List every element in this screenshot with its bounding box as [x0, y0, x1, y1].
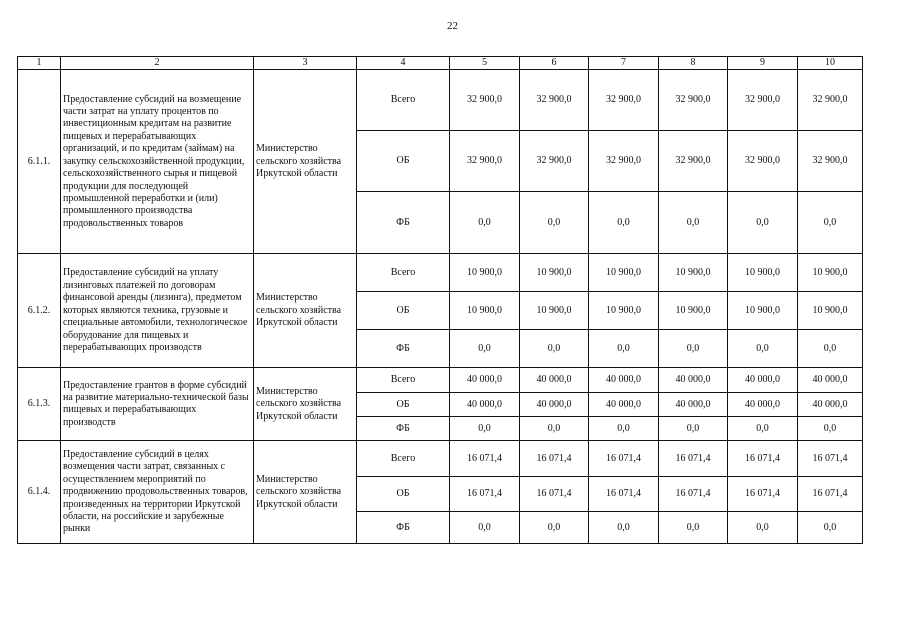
amount-cell: 32 900,0 [450, 70, 520, 131]
header-row [18, 57, 863, 70]
amount-cell: 0,0 [589, 417, 659, 441]
amount-cell: 16 071,4 [728, 441, 798, 477]
amount-cell: 0,0 [798, 417, 863, 441]
measure-name: Предоставление грантов в форме субсидий на развитие материально-технической базы пищевых и перерабатывающих производств [61, 368, 254, 441]
amount-cell: 10 900,0 [589, 292, 659, 330]
page-number: 22 [447, 20, 458, 32]
funding-source: ОБ [357, 292, 450, 330]
amount-cell: 10 900,0 [520, 292, 589, 330]
amount-cell: 32 900,0 [450, 131, 520, 192]
amount-cell: 10 900,0 [450, 292, 520, 330]
amount-cell: 16 071,4 [798, 477, 863, 512]
column-header: 6 [520, 57, 589, 70]
amount-cell: 40 000,0 [450, 393, 520, 417]
column-header: 10 [798, 57, 863, 70]
amount-cell: 32 900,0 [520, 70, 589, 131]
amount-cell: 40 000,0 [728, 393, 798, 417]
budget-table [17, 56, 863, 544]
amount-cell: 0,0 [589, 512, 659, 544]
column-header: 7 [589, 57, 659, 70]
amount-cell: 16 071,4 [520, 477, 589, 512]
amount-cell: 10 900,0 [798, 292, 863, 330]
amount-cell: 40 000,0 [589, 368, 659, 393]
amount-cell: 0,0 [728, 330, 798, 368]
funding-source: ФБ [357, 192, 450, 254]
executor: Министерство сельского хозяйства Иркутской области [254, 254, 357, 368]
funding-source: ФБ [357, 330, 450, 368]
measure-name: Предоставление субсидий в целях возмещения части затрат, связанных с осуществлением мероприятий по продвижению продовольственных товаров, произведенных на территории Иркутской области, на российские и зарубежные рынки [61, 441, 254, 544]
amount-cell: 16 071,4 [659, 477, 728, 512]
column-header: 1 [18, 57, 61, 70]
amount-cell: 10 900,0 [450, 254, 520, 292]
amount-cell: 16 071,4 [798, 441, 863, 477]
amount-cell: 0,0 [520, 330, 589, 368]
amount-cell: 40 000,0 [520, 368, 589, 393]
amount-cell: 32 900,0 [659, 131, 728, 192]
amount-cell: 16 071,4 [450, 477, 520, 512]
amount-cell: 32 900,0 [589, 131, 659, 192]
funding-source: ОБ [357, 131, 450, 192]
amount-cell: 16 071,4 [659, 441, 728, 477]
amount-cell: 10 900,0 [728, 254, 798, 292]
column-header: 3 [254, 57, 357, 70]
amount-cell: 0,0 [450, 512, 520, 544]
amount-cell: 40 000,0 [659, 393, 728, 417]
amount-cell: 32 900,0 [659, 70, 728, 131]
amount-cell: 40 000,0 [798, 393, 863, 417]
amount-cell: 0,0 [589, 192, 659, 254]
funding-source: Всего [357, 254, 450, 292]
amount-cell: 0,0 [728, 512, 798, 544]
row-code: 6.1.1. [18, 70, 61, 254]
amount-cell: 10 900,0 [798, 254, 863, 292]
amount-cell: 32 900,0 [798, 70, 863, 131]
amount-cell: 32 900,0 [798, 131, 863, 192]
table-row [18, 368, 863, 393]
funding-source: ОБ [357, 393, 450, 417]
executor: Министерство сельского хозяйства Иркутской области [254, 368, 357, 441]
amount-cell: 0,0 [798, 330, 863, 368]
measure-name: Предоставление субсидий на уплату лизинговых платежей по договорам финансовой аренды (лизинга), предметом которых являются техника, грузовые и специальные автомобили, технологическое оборудование для пищевых и перерабатывающих производств [61, 254, 254, 368]
amount-cell: 16 071,4 [520, 441, 589, 477]
measure-name: Предоставление субсидий на возмещение части затрат на уплату процентов по инвестиционным кредитам на развитие пищевых и перерабатывающих организаций, и по кредитам (займам) на закупку сельскохозяйственной продукции, сельскохозяйственного сырья и пищевой продукции для последующей промышленной переработки и (или) промышленного производства продовольственных товаров [61, 70, 254, 254]
funding-source: ФБ [357, 512, 450, 544]
amount-cell: 0,0 [728, 417, 798, 441]
table-row [18, 254, 863, 292]
amount-cell: 16 071,4 [728, 477, 798, 512]
executor: Министерство сельского хозяйства Иркутской области [254, 70, 357, 254]
amount-cell: 40 000,0 [450, 368, 520, 393]
row-code: 6.1.2. [18, 254, 61, 368]
amount-cell: 10 900,0 [659, 292, 728, 330]
funding-source: Всего [357, 70, 450, 131]
amount-cell: 0,0 [450, 330, 520, 368]
column-header: 5 [450, 57, 520, 70]
amount-cell: 16 071,4 [589, 477, 659, 512]
amount-cell: 0,0 [450, 417, 520, 441]
amount-cell: 0,0 [520, 192, 589, 254]
amount-cell: 32 900,0 [728, 70, 798, 131]
column-header: 4 [357, 57, 450, 70]
amount-cell: 10 900,0 [520, 254, 589, 292]
amount-cell: 16 071,4 [589, 441, 659, 477]
amount-cell: 0,0 [659, 512, 728, 544]
row-code: 6.1.4. [18, 441, 61, 544]
amount-cell: 10 900,0 [659, 254, 728, 292]
amount-cell: 0,0 [520, 512, 589, 544]
amount-cell: 0,0 [798, 512, 863, 544]
amount-cell: 32 900,0 [728, 131, 798, 192]
amount-cell: 0,0 [659, 330, 728, 368]
table-row [18, 70, 863, 131]
amount-cell: 40 000,0 [728, 368, 798, 393]
amount-cell: 0,0 [659, 417, 728, 441]
amount-cell: 0,0 [450, 192, 520, 254]
amount-cell: 32 900,0 [589, 70, 659, 131]
amount-cell: 0,0 [520, 417, 589, 441]
amount-cell: 0,0 [659, 192, 728, 254]
amount-cell: 40 000,0 [798, 368, 863, 393]
amount-cell: 10 900,0 [728, 292, 798, 330]
column-header: 2 [61, 57, 254, 70]
column-header: 8 [659, 57, 728, 70]
amount-cell: 0,0 [589, 330, 659, 368]
amount-cell: 0,0 [728, 192, 798, 254]
amount-cell: 0,0 [798, 192, 863, 254]
amount-cell: 32 900,0 [520, 131, 589, 192]
amount-cell: 10 900,0 [589, 254, 659, 292]
row-code: 6.1.3. [18, 368, 61, 441]
funding-source: Всего [357, 441, 450, 477]
executor: Министерство сельского хозяйства Иркутской области [254, 441, 357, 544]
funding-source: Всего [357, 368, 450, 393]
amount-cell: 40 000,0 [520, 393, 589, 417]
amount-cell: 40 000,0 [659, 368, 728, 393]
funding-source: ФБ [357, 417, 450, 441]
amount-cell: 16 071,4 [450, 441, 520, 477]
amount-cell: 40 000,0 [589, 393, 659, 417]
column-header: 9 [728, 57, 798, 70]
funding-source: ОБ [357, 477, 450, 512]
table-row [18, 441, 863, 477]
